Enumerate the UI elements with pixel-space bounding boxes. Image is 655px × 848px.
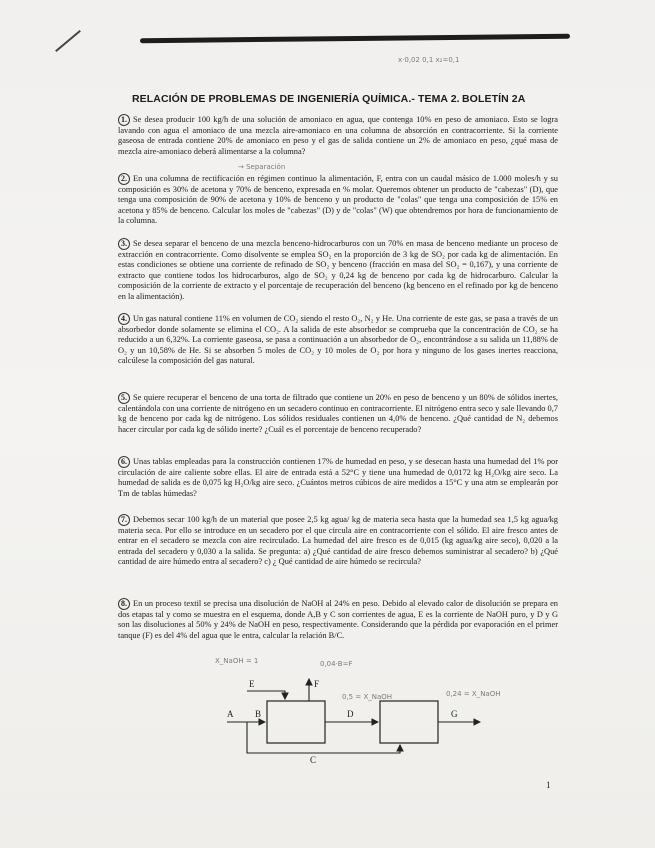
problem-6 [118, 456, 558, 499]
label-g: G [451, 709, 458, 719]
problem-text: En una columna de rectificación en régimen continuo la alimentación, F, entra con un caudal másico de 1.000 moles/h y su composición es 30% de acetona y 70% de benceno, expresada en % molar. Queremos obtener un producto de "cabezas" (D), que tenga una composición de 90% de acetona y 10% de benceno y un producto de "colas" que tenga una composición de 15% en acetona y 85% de benceno. Calcular los moles de "cabezas" (D) y de "colas" (W) que obtendremos por hora de funcionamiento de la columna. [118, 174, 558, 226]
handwritten-note-top: x·0,02 0,1 x₂=0,1 [398, 56, 460, 64]
problem-8 [118, 598, 558, 641]
problem-number: 1. [118, 114, 130, 126]
tank-2 [380, 701, 438, 743]
problem-number: 5. [118, 392, 130, 404]
pen-mark [55, 30, 81, 52]
problem-text: En un proceso textil se precisa una disolución de NaOH al 24% en peso. Debido al elevado calor de disolución se prepara en dos etapas tal y como se muestra en el esquema, donde A,B y C son corrientes de agua, E es la corriente de NaOH puro, y D y G son las disoluciones al 50% y 24% de NaOH en peso, respectivamente. Considerando que la pérdida por evaporación en el primer tanque (F) es del 4% del agua que le entra, calcular la relación B/C. [118, 599, 558, 640]
label-d: D [347, 709, 354, 719]
handwritten-note: 0,5 = X_NaOH [342, 693, 393, 701]
problem-4 [118, 313, 558, 367]
top-ink-bar [140, 34, 570, 44]
handwritten-note: X_NaOH = 1 [215, 657, 259, 665]
problem-number: 6. [118, 456, 130, 468]
problem-text: Se desea separar el benceno de una mezcla benceno-hidrocarburos con un 70% en masa de benceno mediante un proceso de extracción en contracorriente. Como disolvente se emplea SO₂ en la proporción de 3 kg de SO₂ por cada kg de alimentación. En estas condiciones se obtiene una corriente de refinado de SO₂ y benceno (fracción en masa del SO₂ = 0,167), y una corriente de extracto que contiene todos los hidrocarburos, algo de SO₂ y 0,24 kg de benceno por cada kg de hidrocarburo. Calcular la composición de la corriente de extracto y el porcentaje de recuperación del benceno (kg benceno en el refinado por kg de benceno en la alimentación). [118, 239, 558, 301]
bulletin-label: BOLETÍN 2A [462, 93, 526, 105]
stream-e-line [247, 691, 285, 699]
page-number: 1 [546, 780, 551, 790]
handwritten-note: 0,04·B=F [320, 660, 353, 668]
problem-3 [118, 238, 558, 302]
problem-text: Un gas natural contiene 11% en volumen de CO₂ siendo el resto O₂, N₂ y He. Una corriente de este gas, se pasa a través de un absorbedor donde solamente se elimina el CO₂. A la salida de este absorbedor se comprueba que la concentración de CO₂ se ha reducido a un 6,32%. La corriente gaseosa, se pasa a continuación a un absorbedor de O₂, encontrándose a su salida un 11,88% de O₂ y un 10,58% de He. Si se absorben 5 moles de CO₂ y 10 moles de O₂ por hora y ninguno de los gases inertes reacciona, calcúlese la composición del gas natural. [118, 314, 558, 366]
handwritten-note: 0,24 = X_NaOH [446, 690, 501, 698]
stream-c-line [247, 722, 400, 753]
label-c: C [310, 755, 317, 765]
document-title: RELACIÓN DE PROBLEMAS DE INGENIERÍA QUÍMICA.- TEMA 2. [132, 93, 460, 105]
problem-5 [118, 392, 558, 435]
tank-1 [267, 701, 325, 743]
problem-1 [118, 114, 558, 157]
problem-number: 2. [118, 173, 130, 185]
problem-text: Se desea producir 100 kg/h de una solución de amoniaco en agua, que contenga 10% en peso de amoniaco. Esto se logra lavando con agua el amoniaco de una mezcla aire-amoniaco en una columna de absorción en contracorriente. Si la corriente gaseosa de entrada contiene 20% de amoniaco en peso y el gas de salida contiene un 2% de amoniaco en peso, ¿qué masa de mezcla aire-amoniaco deberá alimentarse a la columna? [118, 115, 558, 156]
label-f: F [314, 679, 320, 689]
label-a: A [227, 709, 234, 719]
problem-7 [118, 514, 558, 568]
problem-text: Debemos secar 100 kg/h de un material que posee 2,5 kg agua/ kg de materia seca hasta que la humedad sea 1,5 kg agua/kg materia seca. Por ello se introduce en un secadero por el que circula aire en contracorriente con el sólido. El aire fresco antes de entrar en el secadero se mezcla con aire recirculado. La humedad del aire fresco es de 0,015 (kg agua/kg aire seco), 0,020 a la entrada del secadero y 0,030 a la salida. Se pregunta: a) ¿Qué cantidad de aire fresco debemos suministrar al secadero? b) ¿Qué cantidad de aire húmedo entra al secadero? c) ¿ Qué cantidad de aire húmedo se recircula? [118, 515, 558, 567]
problem-number: 4. [118, 313, 130, 325]
handwritten-note: → Separación [238, 163, 286, 171]
label-b: B [255, 709, 262, 719]
problem-number: 7. [118, 514, 130, 526]
process-diagram [195, 665, 495, 765]
problem-text: Se quiere recuperar el benceno de una torta de filtrado que contiene un 20% en peso de benceno y un 80% de sólidos inertes, calentándola con una corriente de nitrógeno en un secadero continuo en contracorriente. El nitrógeno entra seco y sale llevando 0,7 kg de benceno por cada kg de nitrógeno. Los sólidos residuales contienen un 4,0% de benceno. ¿Qué cantidad de N₂ debemos hacer circular por cada kg de sólido inerte? ¿Cuál es el porcentaje de benceno recuperado? [118, 393, 558, 434]
document-header [132, 93, 552, 105]
problem-2 [118, 173, 558, 227]
problem-number: 3. [118, 238, 130, 250]
label-e: E [249, 679, 255, 689]
problem-number: 8. [118, 598, 130, 610]
problem-text: Unas tablas empleadas para la construcción contienen 17% de humedad en peso, y se desecan hasta una humedad del 1% por circulación de aire caliente sobre ellas. El aire de entrada está a 52°C y tiene una humedad de 0,0172 kg H₂O/kg aire seco. La humedad de salida es de 0,075 kg H₂O/kg aire seco. ¿Cuántos metros cúbicos de aire medidos a 15°C y una atm se emplearán por Tm de tablas húmedas? [118, 457, 558, 498]
